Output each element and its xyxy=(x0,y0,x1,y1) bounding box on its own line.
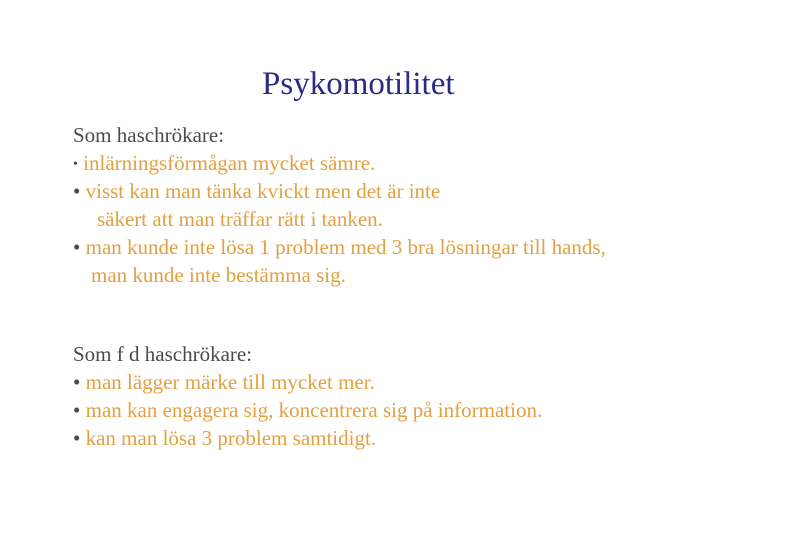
section-former-smoker xyxy=(73,340,542,452)
list-item-text: inlärningsförmågan mycket sämre. xyxy=(83,151,376,175)
list-item-continuation: säkert att man träffar rätt i tanken. xyxy=(97,207,383,231)
list-item-text: man lägger märke till mycket mer. xyxy=(85,370,375,394)
list-item-text: kan man lösa 3 problem samtidigt. xyxy=(85,426,377,450)
list-item-text: man kan engagera sig, koncentrera sig på information. xyxy=(85,398,543,422)
list-item xyxy=(73,368,542,396)
list-item xyxy=(73,424,542,452)
list-item xyxy=(73,177,606,233)
list-item-text: man kunde inte lösa 1 problem med 3 bra lösningar till hands, xyxy=(85,235,606,259)
list-item xyxy=(73,149,606,177)
section-current-smoker xyxy=(73,121,606,289)
list-item xyxy=(73,396,542,424)
section-heading: Som f d haschrökare: xyxy=(73,342,253,366)
bullet: • xyxy=(73,426,81,450)
bullet: • xyxy=(73,398,81,422)
slide-title: Psykomotilitet xyxy=(262,66,455,102)
list-item-text: visst kan man tänka kvickt men det är inte xyxy=(85,179,441,203)
section-heading: Som haschrökare: xyxy=(73,123,225,147)
bullet: • xyxy=(73,179,81,203)
bullet: • xyxy=(73,157,78,172)
list-item xyxy=(73,233,606,289)
bullet: • xyxy=(73,235,81,259)
bullet: • xyxy=(73,370,81,394)
list-item-continuation: man kunde inte bestämma sig. xyxy=(91,263,346,287)
